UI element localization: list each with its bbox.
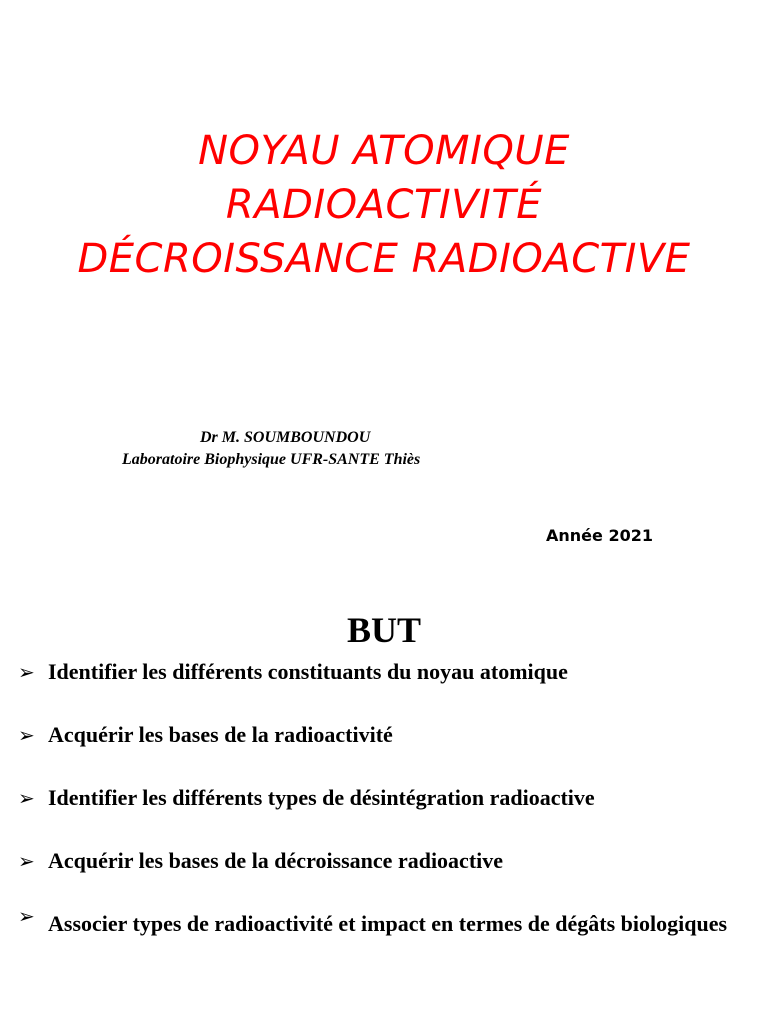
arrow-bullet-icon: ➢ [18, 660, 35, 684]
title-line-2: RADIOACTIVITÉ [225, 182, 543, 228]
author-name: Dr M. SOUMBOUNDOU [200, 429, 371, 446]
document-title [0, 124, 768, 286]
goal-item [18, 715, 745, 755]
goal-item [18, 652, 745, 692]
academic-year: Année 2021 [546, 526, 653, 545]
arrow-bullet-icon: ➢ [18, 723, 35, 747]
goal-item [18, 841, 745, 881]
goal-item [18, 778, 745, 818]
title-line-1: NOYAU ATOMIQUE [198, 128, 570, 174]
goal-text: Identifier les différents constituants du noyau atomique [48, 659, 568, 684]
goal-text: Associer types de radioactivité et impact en termes de dégâts biologiques [48, 911, 728, 936]
section-title: BUT [346, 610, 422, 650]
goal-text: Acquérir les bases de la radioactivité [48, 722, 393, 747]
arrow-bullet-icon: ➢ [18, 904, 35, 928]
goal-text: Acquérir les bases de la décroissance radioactive [48, 848, 504, 873]
goal-item [18, 896, 745, 952]
goal-text: Identifier les différents types de désintégration radioactive [48, 785, 595, 810]
goals-list [18, 652, 745, 975]
title-line-3: DÉCROISSANCE RADIOACTIVE [77, 236, 691, 282]
author-lab: Laboratoire Biophysique UFR-SANTE Thiès [122, 451, 421, 468]
arrow-bullet-icon: ➢ [18, 849, 35, 873]
arrow-bullet-icon: ➢ [18, 786, 35, 810]
